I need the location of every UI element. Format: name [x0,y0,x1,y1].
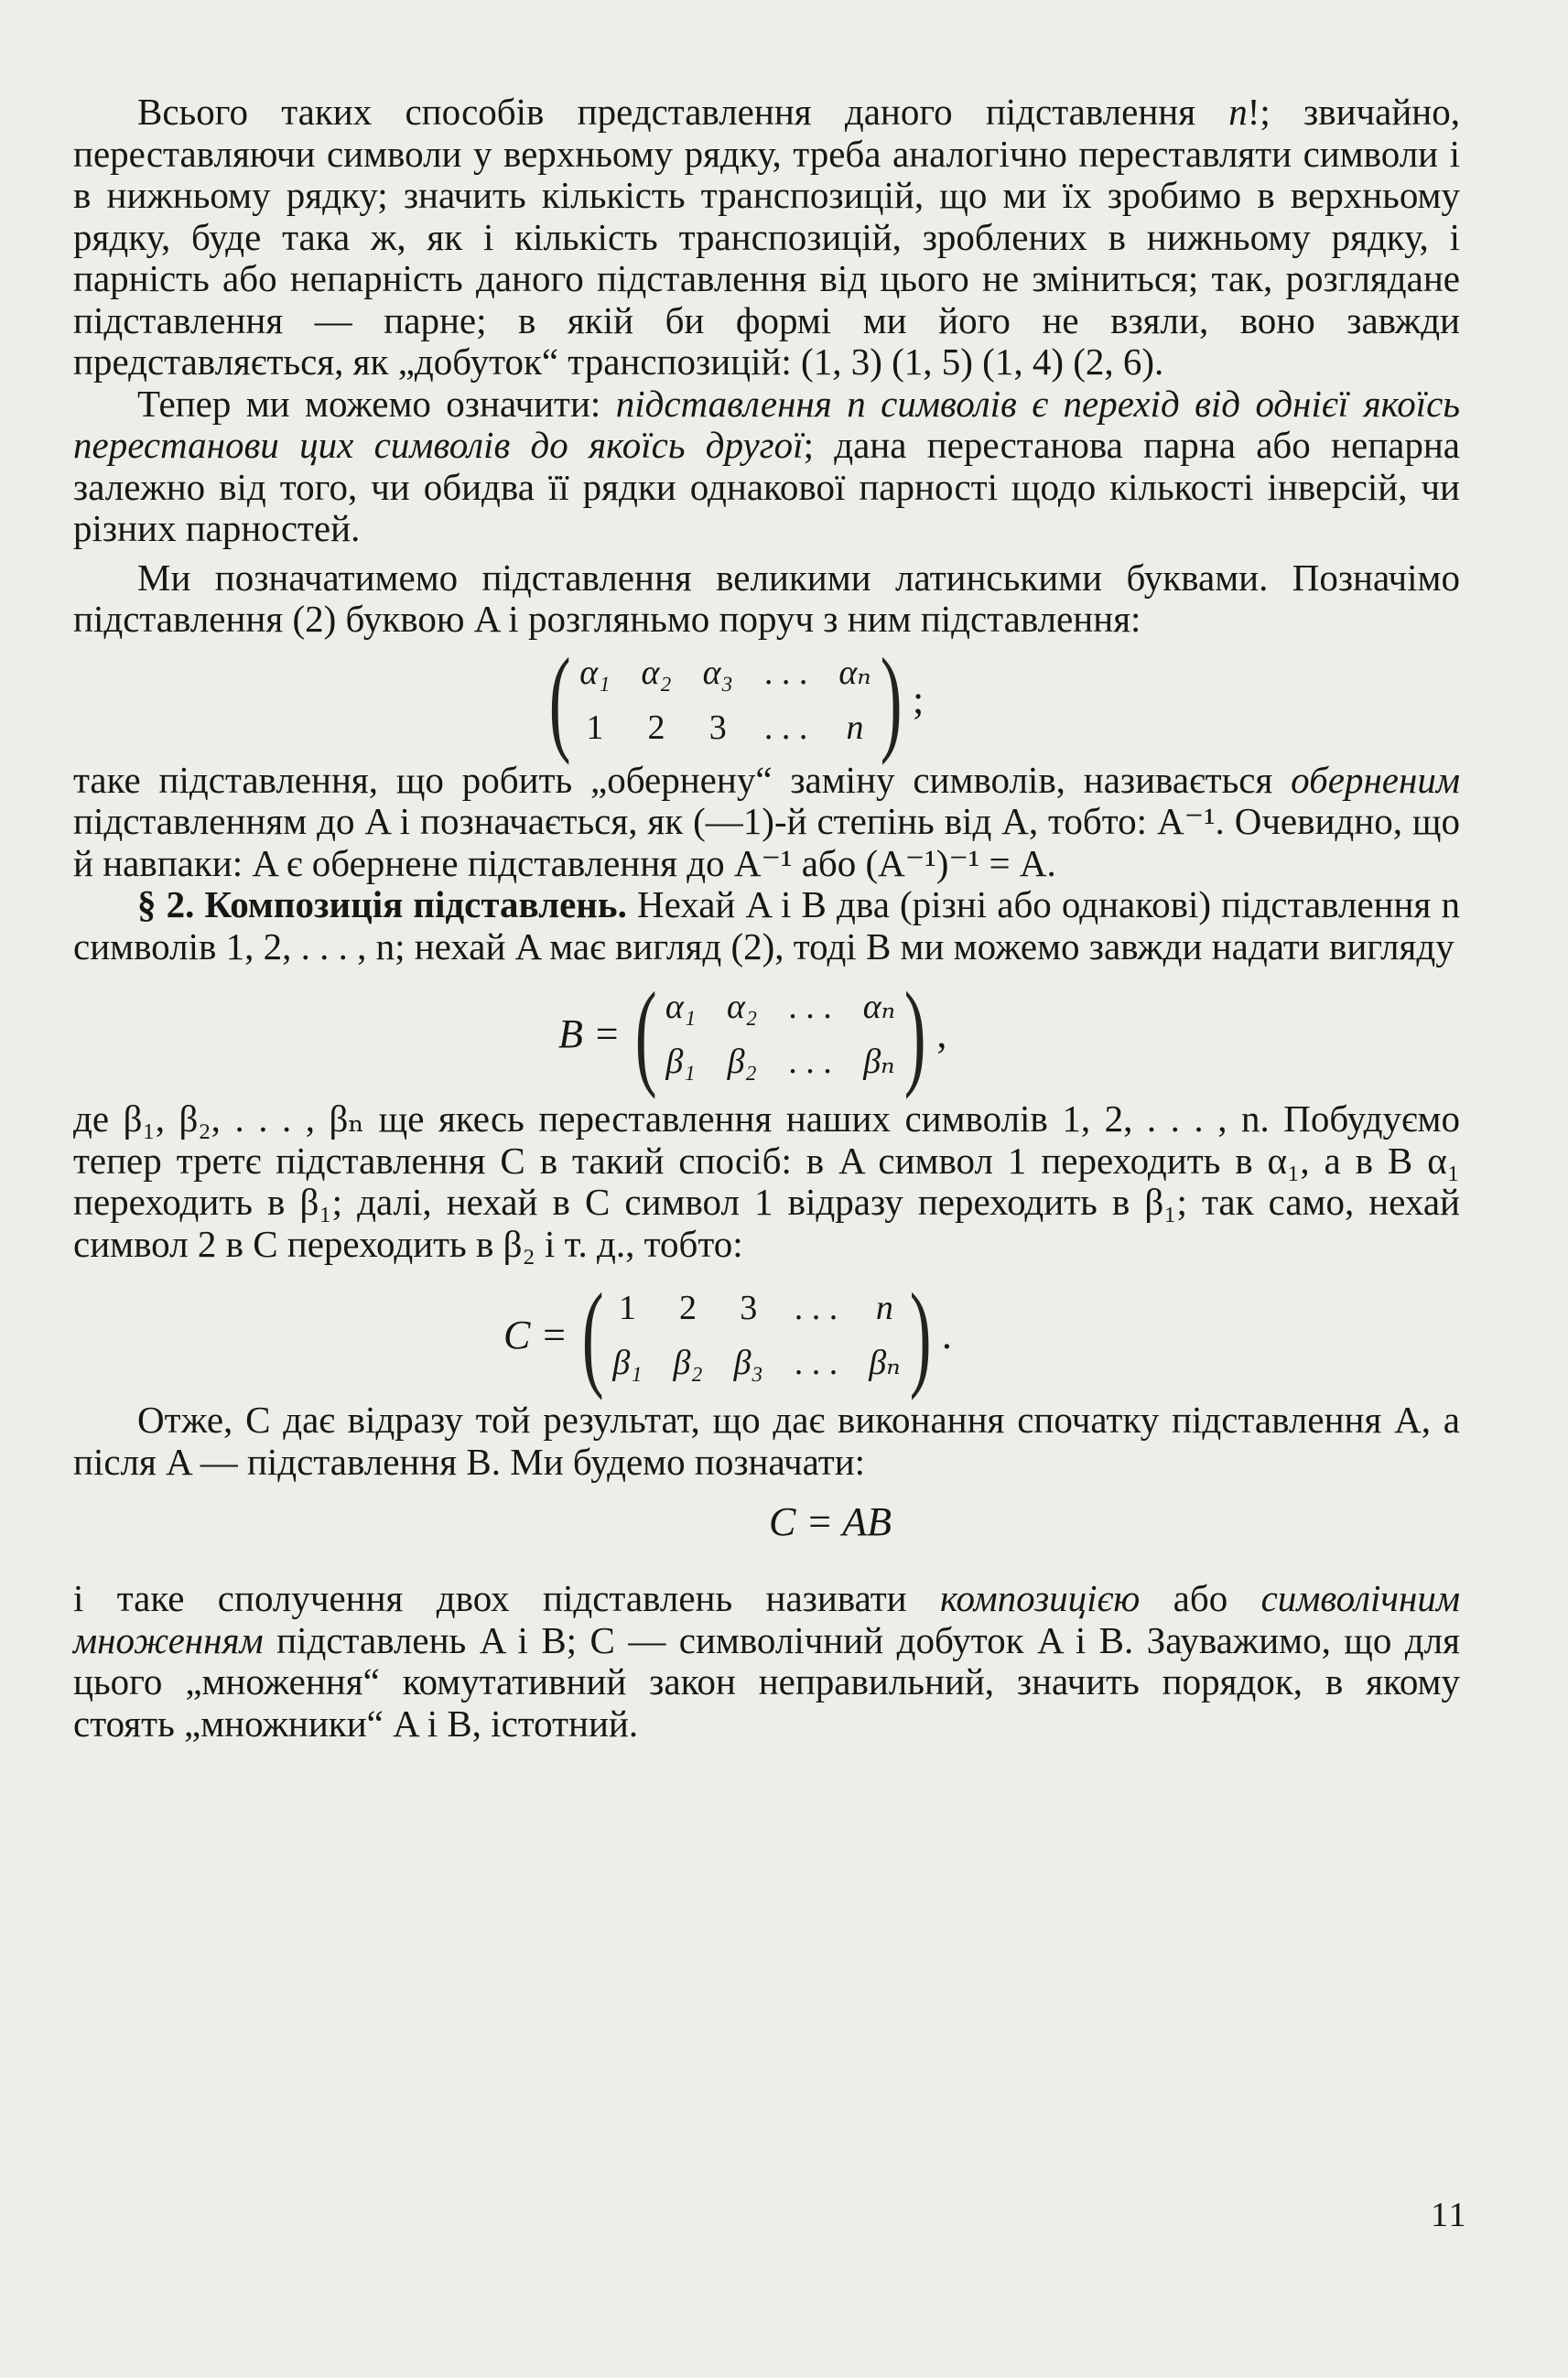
top-cell: α₁ [579,653,611,692]
top-cell: αₙ [838,653,871,692]
paragraph-2: Тепер ми можемо означити: підставлення n символів є перехід від однієї якоїсь перестанови цих символів до якоїсь другої; дана перестанова парна або непарна залежно від того, чи обидва її рядки однакової парності щодо кількості інверсій, чи різних парностей. [73,382,1460,549]
paragraph-7: Отже, C дає відразу той результат, що дає виконання спочатку підставлення A, а після A — підставлення B. Ми будемо позначати: [73,1399,1460,1483]
bottom-cell: . . . [763,708,808,747]
product-equation: C = AB [769,1499,892,1544]
paragraph-5: § 2. Композиція підставлень. Нехай A і B два (різні або однакові) підставлення n символів 1, 2, . . . , n; нехай A має вигляд (2), тоді B ми можемо завжди надати вигляду [73,883,1460,967]
bottom-cell: 2 [647,708,665,747]
formula-inverse-substitution: ( α₁ α₂ α₃ . . . αₙ 1 2 3 . . . n ) ; [548,633,925,766]
formula-C: C = ( 1 2 3 . . . n β₁ β₂ β₃ . . . βₙ ) . [503,1270,952,1401]
top-cell: α₂ [641,653,672,692]
top-cell: α₃ [702,653,733,692]
page-text [73,92,1460,1745]
paragraph-1: Всього таких способів представлення даного підставлення n!; звичайно, переставляючи символи у верхньому рядку, треба аналогічно переставляти символи і в нижньому рядку; значить кількість транспозицій, що ми їх зробимо в верхньому рядку, буде така ж, як і кількість транспозицій, зроблених в нижньому рядку, і парність або непарність даного підставлення від цього не зміниться; так, розглядане підставлення — парне; в якій би формі ми його не взяли, воно завжди представляється, як „добуток“ транспозицій: (1, 3) (1, 5) (1, 4) (2, 6). [73,91,1460,383]
paragraph-4: таке підставлення, що робить „обернену“ заміну символів, називається оберненим підставленням до A і позначається, як (—1)-й степінь від A, тобто: A⁻¹. Очевидно, що й навпаки: A є обернене підставлення до A⁻¹ або (A⁻¹)⁻¹ = A. [73,758,1460,884]
bottom-cell: n [846,708,864,747]
bottom-cell: 3 [708,708,727,747]
formula-B: B = ( α₁ α₂ . . . αₙ β₁ β₂ . . . βₙ ) , [558,968,947,1100]
paragraph-6: де β₁, β₂, . . . , βₙ ще якесь переставлення наших символів 1, 2, . . . , n. Побудуємо тепер третє підставлення C в такий спосіб: в A символ 1 переходить в α₁, а в B α₁ переходить в β₁; далі, нехай в C символ 1 відразу переходить в β₁; так само, нехай символ 2 в C переходить в β₂ і т. д., тобто: [73,1097,1460,1265]
section-heading: § 2. Композиція підставлень. [137,883,627,925]
paragraph-8: і таке сполучення двох підставлень називати композицією або символічним множенням підставлень A і B; C — символічний добуток A і B. Зауважимо, що для цього „множення“ комутативний закон неправильний, значить порядок, в якому стоять „множники“ A і B, істотний. [73,1577,1460,1745]
formula-product [73,1501,1460,1578]
bottom-cell: 1 [586,708,604,747]
paragraph-3: Ми позначатимемо підставлення великими латинськими буквами. Позначімо підставлення (2) буквою A і розгляньмо поруч з ним підставлення: [73,556,1460,640]
top-cell: . . . [763,653,808,692]
page-number: 11 [1431,2196,1468,2234]
